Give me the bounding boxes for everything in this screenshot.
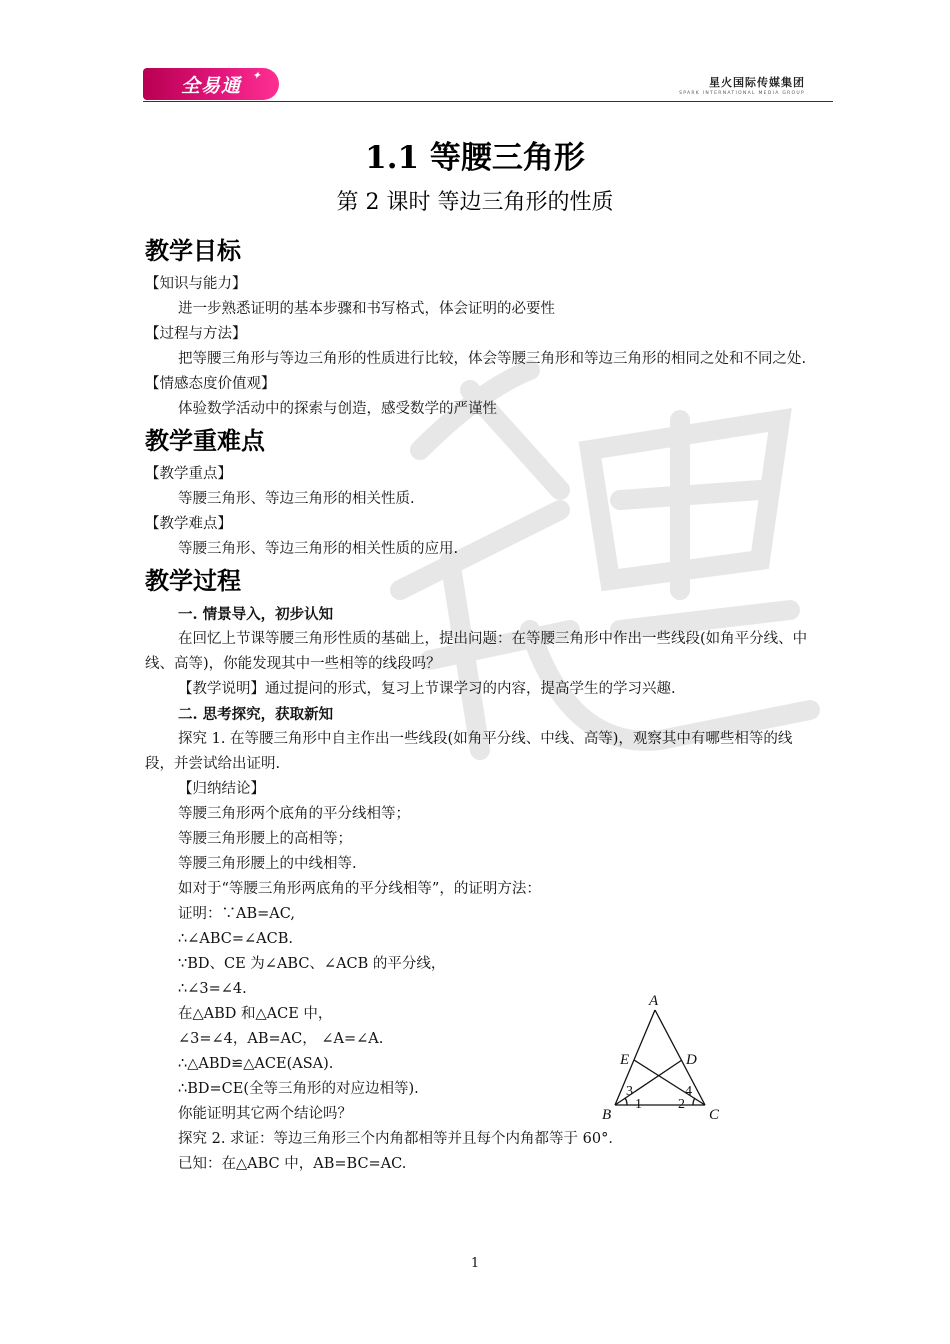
angle-label-4: 4: [685, 1084, 692, 1099]
proof-line-8: ∴BD=CE(全等三角形的对应边相等).: [178, 1081, 419, 1097]
publisher-name: 星火国际传媒集团: [709, 76, 805, 89]
proof-line-5: 在△ABD 和△ACE 中，: [178, 1006, 333, 1022]
logo-text: 全易通: [180, 74, 241, 97]
side-ac: [655, 1010, 705, 1105]
brand-logo: [143, 68, 279, 100]
conclusion-1: 等腰三角形两个底角的平分线相等；: [178, 806, 410, 822]
text-focus: 等腰三角形、等边三角形的相关性质.: [178, 491, 415, 507]
text-difficulty: 等腰三角形、等边三角形的相关性质的应用.: [178, 541, 459, 557]
proof-line-1: 证明：∵AB=AC,: [178, 906, 295, 922]
conclusion-2: 等腰三角形腰上的高相等；: [178, 831, 352, 847]
proof-line-6: ∠3=∠4，AB=AC， ∠A=∠A.: [178, 1031, 384, 1047]
angle-label-3: 3: [626, 1084, 633, 1099]
section-heading-keypoints: 教学重难点: [145, 426, 265, 455]
label-c: C: [709, 1107, 720, 1123]
label-b: B: [602, 1107, 612, 1123]
step-1-note: 【教学说明】通过提问的形式，复习上节课学习的内容，提高学生的学习兴趣.: [178, 681, 676, 697]
given-statement: 已知：在△ABC 中，AB=BC=AC.: [178, 1156, 407, 1172]
document-subtitle: 第 2 课时 等边三角形的性质: [336, 190, 614, 215]
header-divider: [143, 101, 833, 102]
step-1-title: 一. 情景导入，初步认知: [178, 606, 334, 623]
step-1-text: 在回忆上节课等腰三角形性质的基础上，提出问题：在等腰三角形中作出一些线段(如角平分线、中线、高等)，你能发现其中一些相等的线段吗？: [145, 631, 808, 672]
explore-2: 探究 2. 求证：等边三角形三个内角都相等并且每个内角都等于 60°．: [178, 1131, 623, 1147]
proof-line-2: ∴∠ABC=∠ACB.: [178, 931, 293, 947]
proof-line-3: ∵BD、CE 为∠ABC、∠ACB 的平分线，: [178, 956, 446, 972]
text-knowledge: 进一步熟悉证明的基本步骤和书写格式，体会证明的必要性: [178, 301, 555, 317]
proof-line-7: ∴△ABD≌△ACE(ASA).: [178, 1056, 334, 1072]
explore-1: 探究 1. 在等腰三角形中自主作出一些线段(如角平分线、中线、高等)，观察其中有哪些相等的线段，并尝试给出证明.: [145, 731, 793, 772]
section-heading-process: 教学过程: [145, 566, 241, 595]
triangle-figure: [598, 992, 734, 1124]
angle-label-1: 1: [635, 1097, 642, 1112]
document-title: 1.1 等腰三角形: [365, 140, 585, 176]
conclusion-3: 等腰三角形腰上的中线相等.: [178, 856, 357, 872]
angle-arc-b: [625, 1098, 627, 1105]
question-other-conclusions: 你能证明其它两个结论吗？: [178, 1106, 352, 1122]
section-heading-objectives: 教学目标: [145, 236, 241, 265]
angle-label-2: 2: [678, 1097, 685, 1112]
publisher-brand: [679, 74, 805, 96]
text-attitude: 体验数学活动中的探索与创造，感受数学的严谨性: [178, 401, 497, 417]
proof-intro: 如对于“等腰三角形两底角的平分线相等”，的证明方法：: [178, 881, 541, 897]
angle-arc-c: [693, 1098, 695, 1105]
label-d: D: [686, 1052, 697, 1068]
label-knowledge: 【知识与能力】: [145, 276, 247, 292]
proof-line-4: ∴∠3=∠4.: [178, 981, 247, 997]
label-e: E: [620, 1052, 630, 1068]
step-2-title: 二. 思考探究，获取新知: [178, 706, 334, 723]
label-focus: 【教学重点】: [145, 466, 232, 482]
publisher-name-en: SPARK INTERNATIONAL MEDIA GROUP: [679, 91, 805, 96]
label-a: A: [649, 993, 659, 1009]
label-attitude: 【情感态度价值观】: [145, 376, 276, 392]
conclusion-label: 【归纳结论】: [178, 781, 265, 797]
text-process-method: 把等腰三角形与等边三角形的性质进行比较，体会等腰三角形和等边三角形的相同之处和不同之处.: [178, 351, 807, 367]
label-difficulty: 【教学难点】: [145, 516, 232, 532]
sparkle-icon: ✦: [251, 69, 261, 82]
page-number: 1: [470, 1256, 480, 1271]
label-process-method: 【过程与方法】: [145, 326, 247, 342]
